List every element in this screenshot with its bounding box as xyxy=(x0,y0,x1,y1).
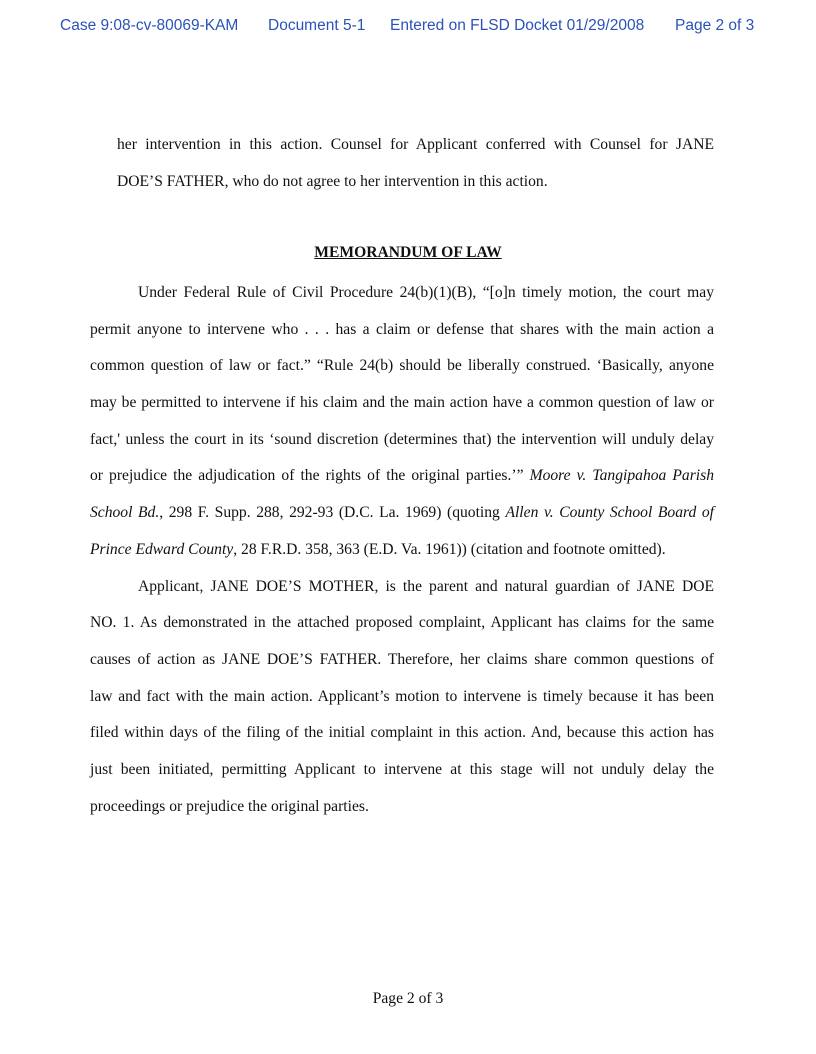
p1-line-6-text: or prejudice the adjudication of the rights of the original parties.’” xyxy=(90,467,530,484)
p1-line-6 xyxy=(90,466,714,486)
document-number: Document 5-1 xyxy=(268,17,366,34)
case-citation-allen-county: Prince Edward County xyxy=(90,541,234,558)
p1-line-2: permit anyone to intervene who . . . has a claim or defense that shares with the main action a xyxy=(90,321,714,338)
p1-line-7-text: , 298 F. Supp. 288, 292-93 (D.C. La. 1969) (quoting xyxy=(159,504,506,521)
section-heading: MEMORANDUM OF LAW xyxy=(314,244,502,261)
intro-line-2: DOE’S FATHER, who do not agree to her intervention in this action. xyxy=(117,173,548,190)
p1-line-1: Under Federal Rule of Civil Procedure 24(b)(1)(B), “[o]n timely motion, the court may xyxy=(138,284,714,301)
case-citation-moore-court: School Bd. xyxy=(90,504,160,521)
intro-line-1: her intervention in this action. Counsel for Applicant conferred with Counsel for JANE xyxy=(117,136,714,153)
p2-line-6: just been initiated, permitting Applicant to intervene at this stage will not unduly delay the xyxy=(90,761,714,778)
p1-line-5: fact,' unless the court in its ‘sound discretion (determines that) the intervention will unduly delay xyxy=(90,431,714,448)
docket-header xyxy=(0,17,816,39)
p2-line-3: causes of action as JANE DOE’S FATHER. Therefore, her claims share common questions of xyxy=(90,651,714,668)
p1-line-4: may be permitted to intervene if his claim and the main action have a common question of law or xyxy=(90,394,714,411)
p2-line-7: proceedings or prejudice the original parties. xyxy=(90,798,369,815)
p2-line-5: filed within days of the filing of the initial complaint in this action. And, because this action has xyxy=(90,724,714,741)
p1-line-7 xyxy=(90,503,714,523)
p2-line-4: law and fact with the main action. Applicant’s motion to intervene is timely because it has been xyxy=(90,688,714,705)
p1-line-3: common question of law or fact.” “Rule 24(b) should be liberally construed. ‘Basically, anyone xyxy=(90,357,714,374)
case-citation-moore: Moore v. Tangipahoa Parish xyxy=(529,467,714,484)
p1-line-8 xyxy=(90,540,714,560)
page-footer: Page 2 of 3 xyxy=(372,990,444,1007)
docket-entry-date: Entered on FLSD Docket 01/29/2008 xyxy=(390,17,645,34)
p2-line-2: NO. 1. As demonstrated in the attached proposed complaint, Applicant has claims for the same xyxy=(90,614,714,631)
p2-line-1: Applicant, JANE DOE’S MOTHER, is the parent and natural guardian of JANE DOE xyxy=(138,578,714,595)
case-number: Case 9:08-cv-80069-KAM xyxy=(60,17,239,34)
case-citation-allen: Allen v. County School Board of xyxy=(505,504,715,521)
header-page-number: Page 2 of 3 xyxy=(675,17,755,34)
p1-line-8-text: , 28 F.R.D. 358, 363 (E.D. Va. 1961)) (citation and footnote omitted). xyxy=(233,541,666,558)
